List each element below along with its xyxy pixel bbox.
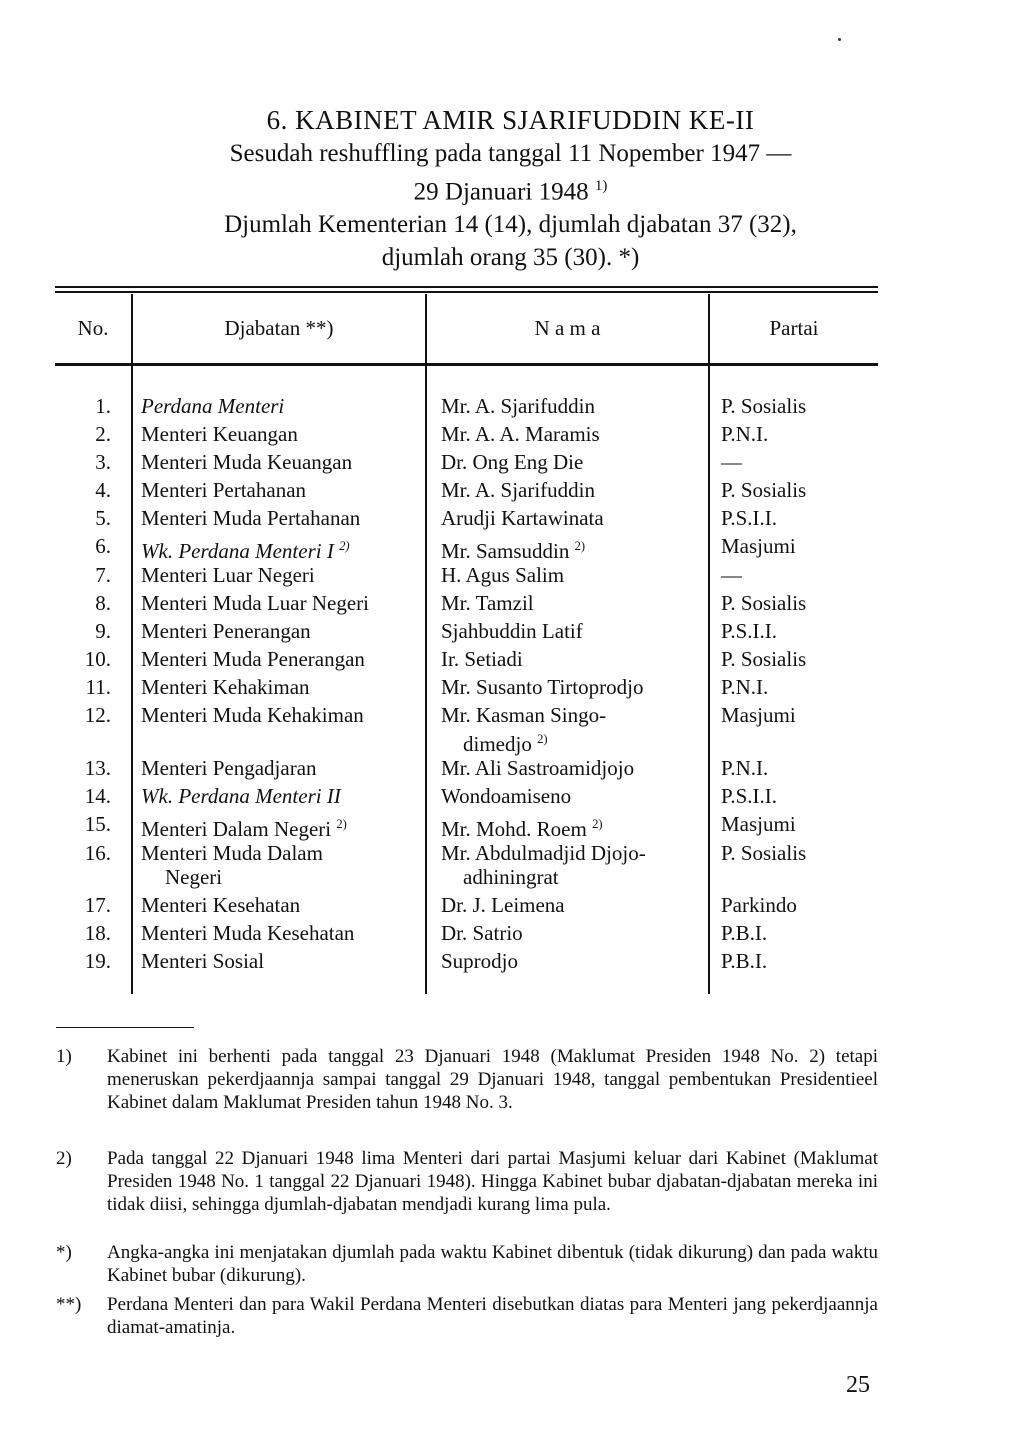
djabatan-text: Menteri Muda Luar Negeri: [141, 591, 369, 615]
row-partai: Masjumi: [721, 703, 796, 727]
table-row: [55, 619, 861, 647]
nama-continuation-text: dimedjo: [463, 732, 532, 756]
nama-continuation-text: adhiningrat: [463, 865, 559, 889]
table-row: [55, 591, 861, 619]
nama-text: Dr. J. Leimena: [441, 893, 565, 917]
nama-text: Dr. Ong Eng Die: [441, 450, 584, 474]
row-partai: P.N.I.: [721, 675, 769, 699]
nama-text: Mr. A. Sjarifuddin: [441, 478, 596, 502]
row-number: 14.: [84, 784, 111, 808]
row-djabatan: [131, 506, 433, 534]
nama-continuation: [441, 865, 721, 889]
table-top-rule-2: [55, 291, 878, 293]
table-row: [55, 812, 861, 841]
row-djabatan: [131, 949, 433, 977]
djabatan-text: Menteri Sosial: [141, 949, 265, 973]
row-djabatan: [131, 921, 433, 949]
djabatan-text: Menteri Kehakiman: [141, 675, 310, 699]
footnote-text: Kabinet ini berhenti pada tanggal 23 Djanuari 1948 (Maklumat Presiden 1948 No. 2) tetapi meneruskan pekerdjaannja sampai tanggal 29 Djanuari 1948, tanggal pembentukan Presidentieel Kabinet dalam Maklumat Presiden tahun 1948 No. 3.: [107, 1046, 878, 1113]
header-djabatan: Djabatan **): [224, 316, 334, 340]
table-row: [55, 949, 861, 977]
row-nama: [433, 675, 721, 703]
row-partai: P. Sosialis: [721, 394, 807, 418]
nama-text: Mr. Ali Sastroamidjojo: [441, 756, 635, 780]
nama-text: Mr. Mohd. Roem: [441, 817, 587, 841]
nama-text: Mr. A. A. Maramis: [441, 422, 600, 446]
row-djabatan: [131, 478, 433, 506]
footnote-text: Perdana Menteri dan para Wakil Perdana Menteri disebutkan diatas para Menteri jang pekerdjaannja diamat-amatinja.: [107, 1294, 878, 1338]
row-djabatan: [131, 893, 433, 921]
row-djabatan: [131, 647, 433, 675]
nama-text: Sjahbuddin Latif: [441, 619, 583, 643]
row-djabatan: [131, 675, 433, 703]
table-row: [55, 647, 861, 675]
footnote: [56, 1241, 878, 1287]
nama-text: Mr. Samsuddin: [441, 539, 570, 563]
row-nama: [433, 921, 721, 949]
table-row: [55, 534, 861, 563]
row-number: 1.: [95, 394, 111, 418]
table-row: [55, 784, 861, 812]
row-number: 7.: [95, 563, 111, 587]
row-partai: P.B.I.: [721, 921, 768, 945]
speck-mark: [838, 38, 841, 41]
row-partai: P. Sosialis: [721, 591, 807, 615]
row-nama: [433, 619, 721, 647]
djabatan-text: Menteri Dalam Negeri: [141, 817, 332, 841]
table-row: [55, 506, 861, 534]
row-djabatan: [131, 591, 433, 619]
table-row: [55, 675, 861, 703]
footnote-ref-1: 1): [594, 178, 608, 194]
nama-text: Ir. Setiadi: [441, 647, 523, 671]
djabatan-continuation: Negeri: [165, 865, 223, 889]
row-nama: [433, 949, 721, 977]
row-number: 3.: [95, 450, 111, 474]
footnote-ref: 2): [574, 539, 586, 553]
row-nama: [433, 506, 721, 534]
row-number: 16.: [84, 841, 111, 865]
cabinet-title: 6. KABINET AMIR SJARIFUDDIN KE-II: [266, 105, 755, 135]
row-number: 2.: [95, 422, 111, 446]
header-bottom-rule: [55, 363, 878, 366]
table-row: [55, 563, 861, 591]
djabatan-text: Menteri Muda Pertahanan: [141, 506, 361, 530]
row-number: 10.: [84, 647, 111, 671]
djabatan-text: Menteri Muda Kehakiman: [141, 703, 364, 727]
row-number: 17.: [84, 893, 111, 917]
row-nama: [433, 534, 721, 563]
nama-text: Mr. Abdulmadjid Djojo-: [441, 841, 646, 865]
djabatan-text: Menteri Muda Penerangan: [141, 647, 365, 671]
row-nama: [433, 784, 721, 812]
djabatan-text: Wk. Perdana Menteri I: [141, 539, 334, 563]
nama-continuation: [441, 727, 721, 756]
row-number: 19.: [84, 949, 111, 973]
row-nama: [433, 703, 721, 756]
row-djabatan: [131, 841, 433, 893]
footnote-ref: 2): [339, 539, 350, 553]
row-nama: [433, 647, 721, 675]
footnote-ref: 2): [592, 817, 603, 831]
row-number: 11.: [85, 675, 111, 699]
nama-text: Mr. A. Sjarifuddin: [441, 394, 596, 418]
row-partai: P.N.I.: [721, 422, 769, 446]
row-number: 13.: [84, 756, 111, 780]
row-partai: P. Sosialis: [721, 478, 807, 502]
row-partai: P.B.I.: [721, 949, 768, 973]
row-nama: [433, 893, 721, 921]
heading-block: [0, 104, 1021, 274]
row-djabatan: [131, 534, 433, 563]
row-partai: —: [721, 563, 742, 587]
row-nama: [433, 450, 721, 478]
table-row: [55, 893, 861, 921]
row-nama: [433, 812, 721, 841]
table-row: [55, 394, 861, 422]
row-djabatan: [131, 394, 433, 422]
page-number: 25: [846, 1372, 870, 1398]
table-row: [55, 756, 861, 784]
row-djabatan: [131, 756, 433, 784]
row-number: 15.: [84, 812, 111, 836]
header-no: No.: [77, 316, 109, 340]
djabatan-text: Wk. Perdana Menteri II: [141, 784, 341, 808]
nama-text: Suprodjo: [441, 949, 519, 973]
cabinet-table: [55, 286, 878, 992]
row-nama: [433, 478, 721, 506]
table-row: [55, 478, 861, 506]
djabatan-text: Menteri Muda Kesehatan: [141, 921, 355, 945]
row-partai: P.S.I.I.: [721, 506, 778, 530]
djabatan-text: Menteri Keuangan: [141, 422, 298, 446]
row-nama: [433, 591, 721, 619]
footnote-text: Angka-angka ini menjatakan djumlah pada waktu Kabinet dibentuk (tidak dikurung) dan pada waktu Kabinet bubar (dikurung).: [107, 1242, 878, 1286]
row-djabatan: [131, 703, 433, 756]
row-djabatan: [131, 619, 433, 647]
end-date-line: [0, 170, 1021, 208]
nama-text: Wondoamiseno: [441, 784, 572, 808]
row-number: 18.: [84, 921, 111, 945]
row-nama: [433, 841, 721, 893]
footnote-ref: 2): [336, 817, 347, 831]
footnote-mark: 1): [56, 1046, 72, 1067]
row-nama: [433, 756, 721, 784]
nama-text: Arudji Kartawinata: [441, 506, 604, 530]
row-number: 12.: [84, 703, 111, 727]
counts-line-1: Djumlah Kementerian 14 (14), djumlah djabatan 37 (32),: [224, 211, 797, 239]
row-djabatan: [131, 563, 433, 591]
djabatan-text: Menteri Kesehatan: [141, 893, 301, 917]
footnote: [56, 1147, 878, 1216]
row-number: 8.: [95, 591, 111, 615]
row-djabatan: [131, 422, 433, 450]
footnote-text: Pada tanggal 22 Djanuari 1948 lima Menteri dari partai Masjumi keluar dari Kabinet (Maklumat Presiden 1948 No. 1 tanggal 22 Djanuari 1948). Hingga Kabinet bubar djabatan-djabatan mereka ini tidak diisi, sehingga djumlah-djabatan mendjadi kurang lima pula.: [107, 1148, 878, 1215]
row-partai: Masjumi: [721, 812, 796, 836]
row-number: 9.: [95, 619, 111, 643]
table-row: [55, 450, 861, 478]
footnote-mark: 2): [56, 1148, 72, 1169]
header-partai: Partai: [769, 316, 819, 340]
djabatan-text: Menteri Muda Dalam: [141, 841, 323, 865]
row-partai: —: [721, 450, 742, 474]
footnote-mark: **): [56, 1294, 82, 1315]
row-partai: Parkindo: [721, 893, 797, 917]
row-nama: [433, 422, 721, 450]
cabinet-rows: [55, 394, 861, 977]
footnote-separator: [56, 1027, 194, 1028]
row-nama: [433, 394, 721, 422]
footnote: [56, 1293, 878, 1339]
nama-text: H. Agus Salim: [441, 563, 565, 587]
djabatan-text: Menteri Luar Negeri: [141, 563, 315, 587]
row-djabatan: [131, 812, 433, 841]
table-row: [55, 422, 861, 450]
table-row: [55, 703, 861, 756]
footnote-mark: *): [56, 1242, 72, 1263]
end-date-text: 29 Djanuari 1948: [413, 178, 589, 206]
reshuffle-date-line: Sesudah reshuffling pada tanggal 11 Nopember 1947 —: [229, 140, 792, 167]
djabatan-text: Perdana Menteri: [141, 394, 285, 418]
row-number: 4.: [95, 478, 111, 502]
nama-text: Mr. Susanto Tirtoprodjo: [441, 675, 644, 699]
row-partai: P. Sosialis: [721, 841, 807, 865]
nama-text: Mr. Kasman Singo-: [441, 703, 607, 727]
djabatan-text: Menteri Pertahanan: [141, 478, 307, 502]
row-nama: [433, 563, 721, 591]
row-number: 6.: [95, 534, 111, 558]
djabatan-text: Menteri Pengadjaran: [141, 756, 317, 780]
nama-text: Mr. Tamzil: [441, 591, 534, 615]
row-partai: Masjumi: [721, 534, 796, 558]
nama-text: Dr. Satrio: [441, 921, 523, 945]
row-partai: P. Sosialis: [721, 647, 807, 671]
header-nama: N a m a: [534, 316, 601, 340]
djabatan-text: Menteri Penerangan: [141, 619, 311, 643]
row-partai: P.S.I.I.: [721, 619, 778, 643]
table-row: [55, 841, 861, 893]
row-djabatan: [131, 450, 433, 478]
row-partai: P.S.I.I.: [721, 784, 778, 808]
footnote: [56, 1045, 878, 1114]
row-partai: P.N.I.: [721, 756, 769, 780]
row-number: 5.: [95, 506, 111, 530]
table-row: [55, 921, 861, 949]
row-djabatan: [131, 784, 433, 812]
djabatan-text: Menteri Muda Keuangan: [141, 450, 353, 474]
table-top-rule-1: [55, 286, 878, 288]
counts-line-2: djumlah orang 35 (30). *): [381, 244, 640, 272]
footnote-ref: 2): [537, 732, 548, 746]
